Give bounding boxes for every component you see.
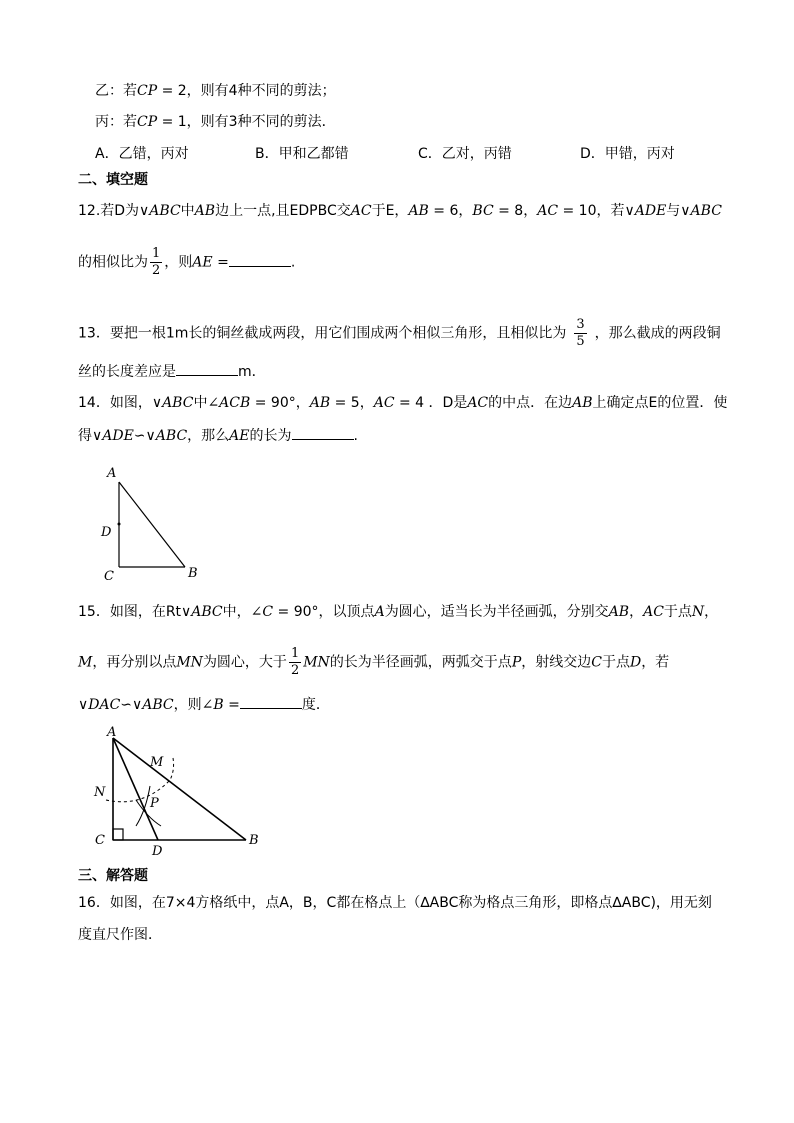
label-a: A bbox=[107, 725, 117, 740]
q11-line-bing: 丙：若CP = 1，则有3种不同的剪法． bbox=[95, 114, 336, 130]
q12-line-1: 12.若D为∨ABC中AB边上一点,且EDPBC交AC于E，AB = 6，BC = 8，AC = 10，若∨ADE与∨ABC bbox=[78, 203, 722, 219]
q14-answer-blank[interactable] bbox=[292, 425, 354, 440]
q13-line-1: 13．要把一根1m长的铜丝截成两段，用它们围成两个相似三角形，且相似比为 $\frac{3}{5}$ ，那么截成的两段铜 bbox=[78, 317, 721, 349]
label-b: B bbox=[249, 833, 259, 848]
point-d bbox=[118, 523, 121, 526]
label-m: M bbox=[150, 755, 164, 770]
q14-line-2: 得∨ADE∽∨ABC，那么AE的长为 . bbox=[78, 425, 358, 446]
label-d: D bbox=[152, 844, 163, 859]
label-n: N bbox=[94, 785, 106, 800]
label-b: B bbox=[188, 566, 198, 581]
label-c: C bbox=[95, 833, 105, 848]
q15-line-3: ∨DAC∽∨ABC，则∠B = 度． bbox=[78, 694, 330, 715]
q13-line-2: 丝的长度差应是 m． bbox=[78, 361, 266, 382]
q11-option-d: D．甲错，丙对 bbox=[580, 146, 675, 162]
q12-fraction: $\frac{1}{2}$ bbox=[152, 246, 161, 278]
section-heading-fill-in: 二、填空题 bbox=[78, 172, 148, 188]
q12-line-2: 的相似比为 $\frac{1}{2}$ ，则AE = . bbox=[78, 246, 296, 278]
right-angle-mark bbox=[113, 829, 123, 840]
q13-fraction: $\frac{3}{5}$ bbox=[576, 317, 585, 349]
q16-line-2: 度直尺作图． bbox=[78, 927, 162, 943]
label-d: D bbox=[101, 525, 112, 540]
q13-answer-blank[interactable] bbox=[176, 361, 238, 376]
q14-triangle-figure bbox=[95, 460, 215, 585]
q14-line-1: 14．如图，∨ABC中∠ACB = 90°，AB = 5，AC = 4 ．D是AC的中点．在边AB上确定点E的位置．使 bbox=[78, 395, 728, 411]
q16-line-1: 16．如图，在7×4方格纸中，点A，B，C都在格点上（∆ABC称为格点三角形，即格点∆ABC)，用无刻 bbox=[78, 895, 712, 911]
q12-answer-blank[interactable] bbox=[229, 252, 291, 267]
side-ab bbox=[119, 482, 185, 567]
q15-line-2: M，再分别以点MN为圆心，大于 $\frac{1}{2}$ MN的长为半径画弧，两弧交于点P，射线交边C于点D，若 bbox=[78, 646, 670, 678]
q11-option-c: C．乙对，丙错 bbox=[418, 146, 512, 162]
q15-triangle-figure bbox=[88, 722, 273, 860]
arc-center-a bbox=[106, 758, 174, 802]
q11-line-yi: 乙：若CP = 2，则有4种不同的剪法； bbox=[95, 83, 336, 99]
side-ab bbox=[113, 738, 246, 840]
bisector-ad bbox=[113, 738, 158, 840]
section-heading-solve: 三、解答题 bbox=[78, 868, 148, 884]
label-p: P bbox=[150, 796, 159, 811]
q15-answer-blank[interactable] bbox=[240, 694, 302, 709]
q11-option-b: B．甲和乙都错 bbox=[255, 146, 349, 162]
q15-fraction: $\frac{1}{2}$ bbox=[290, 646, 300, 678]
q11-option-a: A．乙错，丙对 bbox=[95, 146, 189, 162]
label-a: A bbox=[107, 466, 117, 481]
label-c: C bbox=[104, 569, 114, 584]
q15-line-1: 15．如图，在Rt∨ABC中，∠C = 90°，以顶点A为圆心，适当长为半径画弧，分别交AB，AC于点N， bbox=[78, 604, 719, 620]
